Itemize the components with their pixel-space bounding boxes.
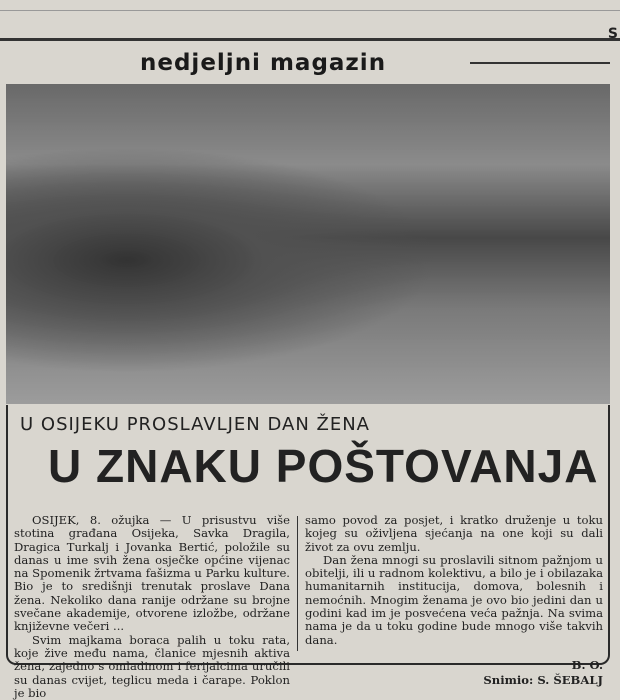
paragraph: Svim majkama boraca palih u toku rata, koje žive među nama, članice mjesnih aktiva žena, zajedno s omladinom i ferijalcima uručili su danas cvijet, teglicu meda i čarape. Poklon je bio — [14, 632, 290, 700]
paragraph: Dan žena mnogi su proslavili sitnom pažnjom u obitelji, ili u radnom kolektivu, a bilo je i obilazaka humanitarnih institucija, domova, bolesnih i nemoćnih. Mnogim ženama je ovo bio jedini dan u godini kad im je posvećena veća pažnja. Na svima nama je da u toku godine bude mnogo više takvih dana. — [305, 552, 603, 647]
section-title: nedjeljni magazin — [140, 50, 387, 76]
top-rule — [0, 10, 620, 11]
author-initials: B. O. — [571, 657, 603, 672]
photo-credit: Snimio: S. ŠEBALJ — [483, 673, 603, 688]
section-rule — [470, 62, 610, 64]
column-divider — [297, 516, 298, 651]
header-rule — [0, 38, 620, 41]
article-column-1 — [14, 514, 290, 700]
article-kicker: U OSIJEKU PROSLAVLJEN DAN ŽENA — [20, 414, 370, 435]
page-corner-letter: S — [607, 26, 618, 42]
article-photo — [6, 84, 610, 404]
article-headline: U ZNAKU POŠTOVANJA — [48, 440, 599, 492]
paragraph: OSIJEK, 8. ožujka — U prisustvu više stotina građana Osijeka, Savka Dragila, Dragica Turkalj i Jovanka Bertić, položile su danas u ime svih žena osječke općine vijenac na Spomenik žrtvama fašizma u Parku kulture. Bio je to središnji trenutak proslave Dana žena. Nekoliko dana ranije održane su brojne svečane akademije, otvorene izložbe, održane književne večeri ... — [14, 513, 290, 634]
paragraph: samo povod za posjet, i kratko druženje u toku kojeg su oživljena sjećanja na one koji su dali život za ovu zemlju. — [305, 513, 603, 554]
article-column-2 — [305, 514, 603, 688]
